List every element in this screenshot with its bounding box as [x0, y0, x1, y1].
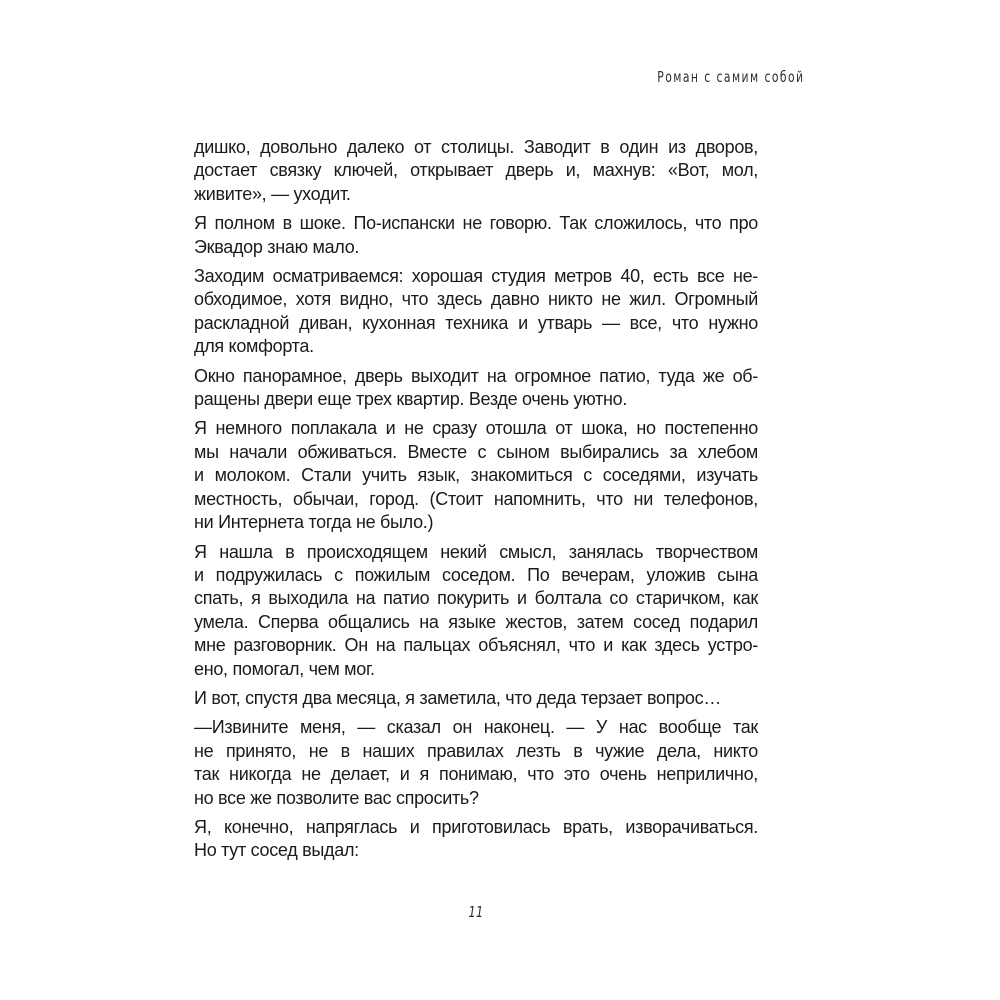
text-line: мы начали обживаться. Вместе с сыном выбирались за хлебом	[194, 441, 758, 462]
paragraph	[194, 716, 758, 810]
text-line: раскладной диван, кухонная техника и утварь — все, что нужно	[194, 312, 758, 333]
text-line: Эквадор знаю мало.	[194, 236, 360, 257]
paragraph	[194, 541, 758, 681]
text-line: Окно панорамное, дверь выходит на огромное патио, туда же об-	[194, 365, 758, 386]
text-line: —Извините меня, — сказал он наконец. — У нас вообще так	[194, 717, 758, 738]
paragraph	[194, 816, 758, 863]
text-line: и подружилась с пожилым соседом. По вечерам, уложив сына	[194, 564, 758, 585]
text-line: так никогда не делает, и я понимаю, что это очень неприлично,	[194, 764, 758, 785]
text-line: Я полном в шоке. По-испански не говорю. Так сложилось, что про	[194, 213, 758, 234]
text-line: ни Интернета тогда не было.)	[194, 512, 434, 533]
text-line: дишко, довольно далеко от столицы. Заводит в один из дворов,	[194, 137, 758, 157]
text-line: обходимое, хотя видно, что здесь давно никто не жил. Огромный	[194, 289, 758, 310]
paragraph	[194, 212, 758, 259]
paragraph	[194, 417, 758, 534]
text-line: ращены двери еще трех квартир. Везде очень уютно.	[194, 389, 628, 410]
text-line: Но тут сосед выдал:	[194, 840, 359, 861]
paragraph	[194, 687, 758, 710]
running-head: Роман с самим собой	[657, 68, 805, 86]
text-line: живите», — уходит.	[194, 183, 351, 204]
text-line: Заходим осматриваемся: хорошая студия метров 40, есть все не-	[194, 266, 758, 287]
text-block	[194, 136, 758, 863]
text-line: Я нашла в происходящем некий смысл, занялась творчеством	[194, 541, 758, 562]
text-line: И вот, спустя два месяца, я заметила, что деда терзает вопрос…	[194, 687, 722, 708]
text-line: для комфорта.	[194, 336, 314, 357]
text-line: ено, помогал, чем мог.	[194, 658, 375, 679]
text-line: спать, я выходила на патио покурить и болтала со старичком, как	[194, 588, 758, 609]
page-number: 11	[468, 903, 484, 921]
paragraph	[194, 136, 758, 206]
text-line: мне разговорник. Он на пальцах объяснял, что и как здесь устро-	[194, 635, 758, 656]
text-line: умела. Сперва общались на языке жестов, затем сосед подарил	[194, 611, 758, 632]
text-line: местность, обычаи, город. (Стоит напомнить, что ни телефонов,	[194, 488, 758, 509]
text-line: и молоком. Стали учить язык, знакомиться с соседями, изучать	[194, 465, 758, 486]
paragraph	[194, 265, 758, 359]
paragraph	[194, 365, 758, 412]
text-line: Я немного поплакала и не сразу отошла от шока, но постепенно	[194, 418, 758, 439]
text-line: Я, конечно, напряглась и приготовилась врать, изворачиваться.	[194, 816, 758, 837]
text-line: не принято, не в наших правилах лезть в чужие дела, никто	[194, 740, 758, 761]
text-line: достает связку ключей, открывает дверь и, махнув: «Вот, мол,	[194, 160, 758, 181]
text-line: но все же позволите вас спросить?	[194, 787, 479, 808]
